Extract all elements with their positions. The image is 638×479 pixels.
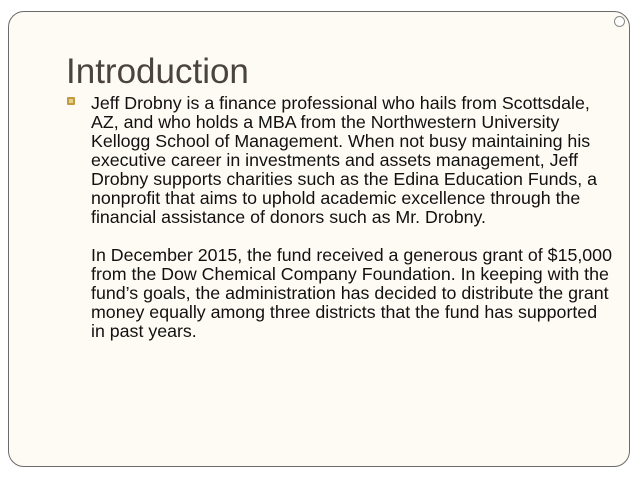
square-bullet-icon [67, 97, 75, 105]
intro-paragraph: Jeff Drobny is a finance professional who hails from Scottsdale, AZ, and who holds a MBA from the Northwestern University Kellogg School of Management. When not busy maintaining his executive career in investments and assets management, Jeff Drobny supports charities such as the Edina Education Funds, a nonprofit that aims to uphold academic excellence through the financial assistance of donors such as Mr. Drobny. [91, 93, 598, 227]
slide-body [66, 93, 612, 341]
bullet-item [66, 93, 612, 341]
grant-paragraph: In December 2015, the fund received a generous grant of $15,000 from the Dow Chemical Company Foundation. In keeping with the fund’s goals, the administration has decided to distribute the grant money equally among three districts that the fund has supported in past years. [91, 245, 612, 341]
slide-frame [8, 11, 630, 467]
corner-circle-ornament [614, 16, 625, 27]
slide-title: Introduction [66, 52, 249, 91]
